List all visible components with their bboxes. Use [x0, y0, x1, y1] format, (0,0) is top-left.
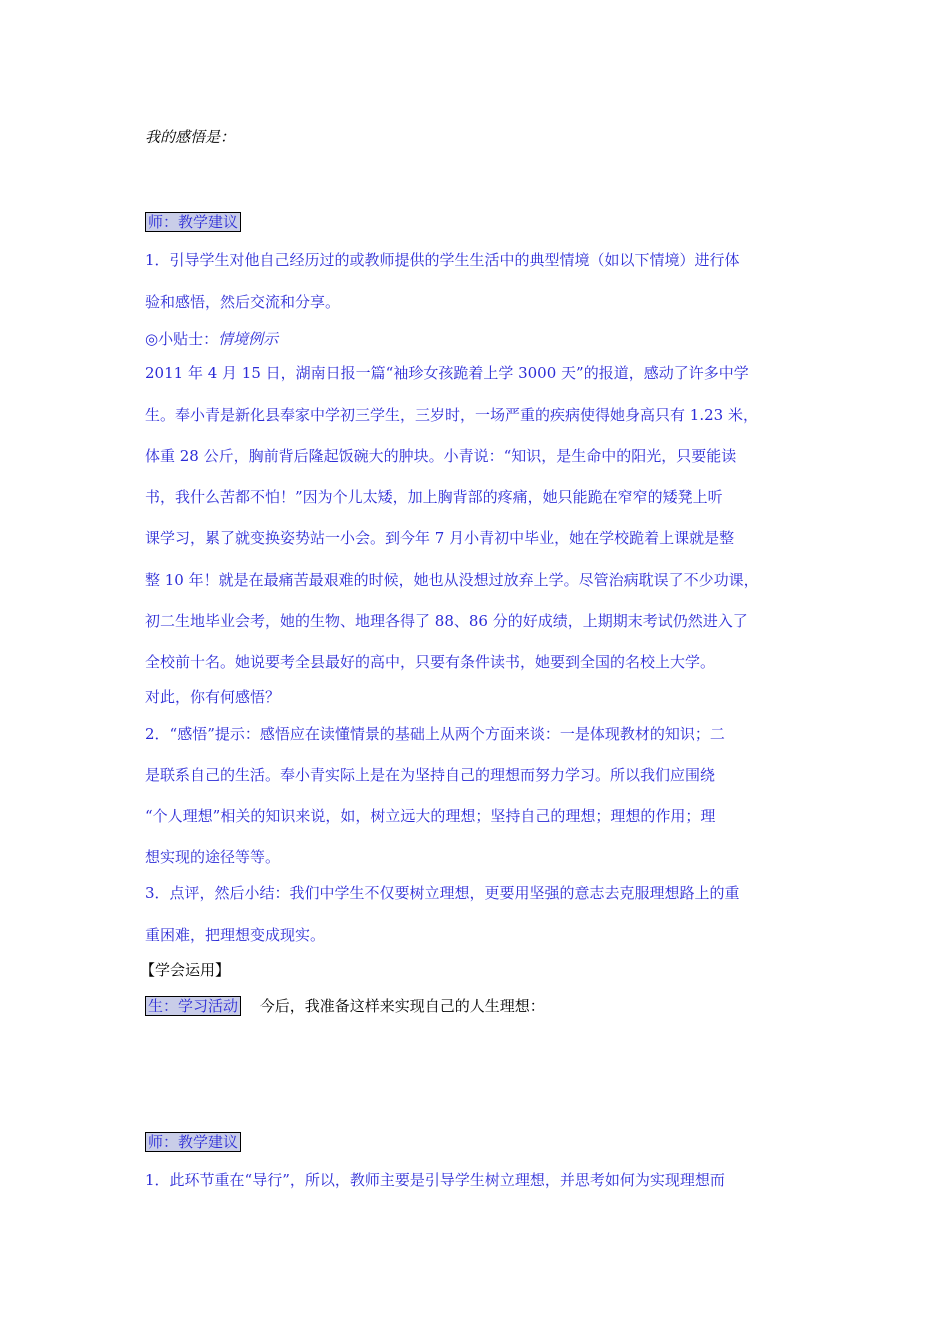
story-line: 书，我什么苦都不怕！”因为个儿太矮，加上胸背部的疼痛，她只能跪在窄窄的矮凳上听 [145, 488, 723, 506]
teacher-suggestion-tag-2 [145, 1132, 241, 1152]
summary-line: 重困难，把理想变成现实。 [145, 926, 326, 944]
apply-heading: 【学会运用】 [140, 961, 231, 979]
activity-prompt: 今后，我准备这样来实现自己的人生理想： [259, 997, 545, 1015]
tip-line [145, 329, 278, 349]
hint-line: 2．“感悟”提示：感悟应在读懂情景的基础上从两个方面来谈：一是体现教材的知识；二 [145, 725, 725, 743]
tip-title: 情境例示 [218, 330, 279, 348]
hint-line: 想实现的途径等等。 [145, 848, 281, 866]
question-line: 对此，你有何感悟？ [145, 688, 281, 706]
hint-line: 是联系自己的生活。奉小青实际上是在为坚持自己的理想而努力学习。所以我们应围绕 [145, 766, 716, 784]
teacher-tag-label-2: 师：教学建议 [145, 1132, 241, 1152]
suggestion-2-line-1: 1．此环节重在“导行”，所以，教师主要是引导学生树立理想，并思考如何为实现理想而 [145, 1171, 725, 1189]
intro-text: 我的感悟是： [145, 128, 236, 146]
story-line: 课学习，累了就变换姿势站一小会。到今年 7 月小青初中毕业，她在学校跪着上课就是整 [145, 529, 735, 547]
story-line: 体重 28 公斤，胸前背后隆起饭碗大的肿块。小青说：“知识，是生命中的阳光，只要能读 [145, 447, 737, 465]
story-line: 全校前十名。她说要考全县最好的高中，只要有条件读书，她要到全国的名校上大学。 [145, 653, 716, 671]
teacher-tag-label: 师：教学建议 [145, 212, 241, 232]
story-line: 初二生地毕业会考，她的生物、地理各得了 88、86 分的好成绩，上期期末考试仍然进入了 [145, 612, 748, 630]
teacher-suggestion-tag [145, 212, 241, 232]
story-line: 2011 年 4 月 15 日，湖南日报一篇“袖珍女孩跪着上学 3000 天”的报道，感动了许多中学 [145, 364, 749, 382]
story-line: 生。奉小青是新化县奉家中学初三学生，三岁时，一场严重的疾病使得她身高只有 1.23 米， [145, 406, 758, 424]
story-line: 整 10 年！就是在最痛苦最艰难的时候，她也从没想过放弃上学。尽管治病耽误了不少功课， [145, 571, 759, 589]
student-activity-line [145, 996, 545, 1016]
summary-line: 3．点评，然后小结：我们中学生不仅要树立理想，更要用坚强的意志去克服理想路上的重 [145, 884, 740, 902]
hint-line: “个人理想”相关的知识来说，如，树立远大的理想；坚持自己的理想；理想的作用；理 [145, 807, 716, 825]
suggestion-1-line-2: 验和感悟，然后交流和分享。 [145, 293, 341, 311]
tip-prefix: ◎小贴士： [145, 330, 219, 348]
suggestion-1-line-1: 1．引导学生对他自己经历过的或教师提供的学生生活中的典型情境（如以下情境）进行体 [145, 251, 740, 269]
student-tag-label: 生：学习活动 [145, 996, 241, 1016]
